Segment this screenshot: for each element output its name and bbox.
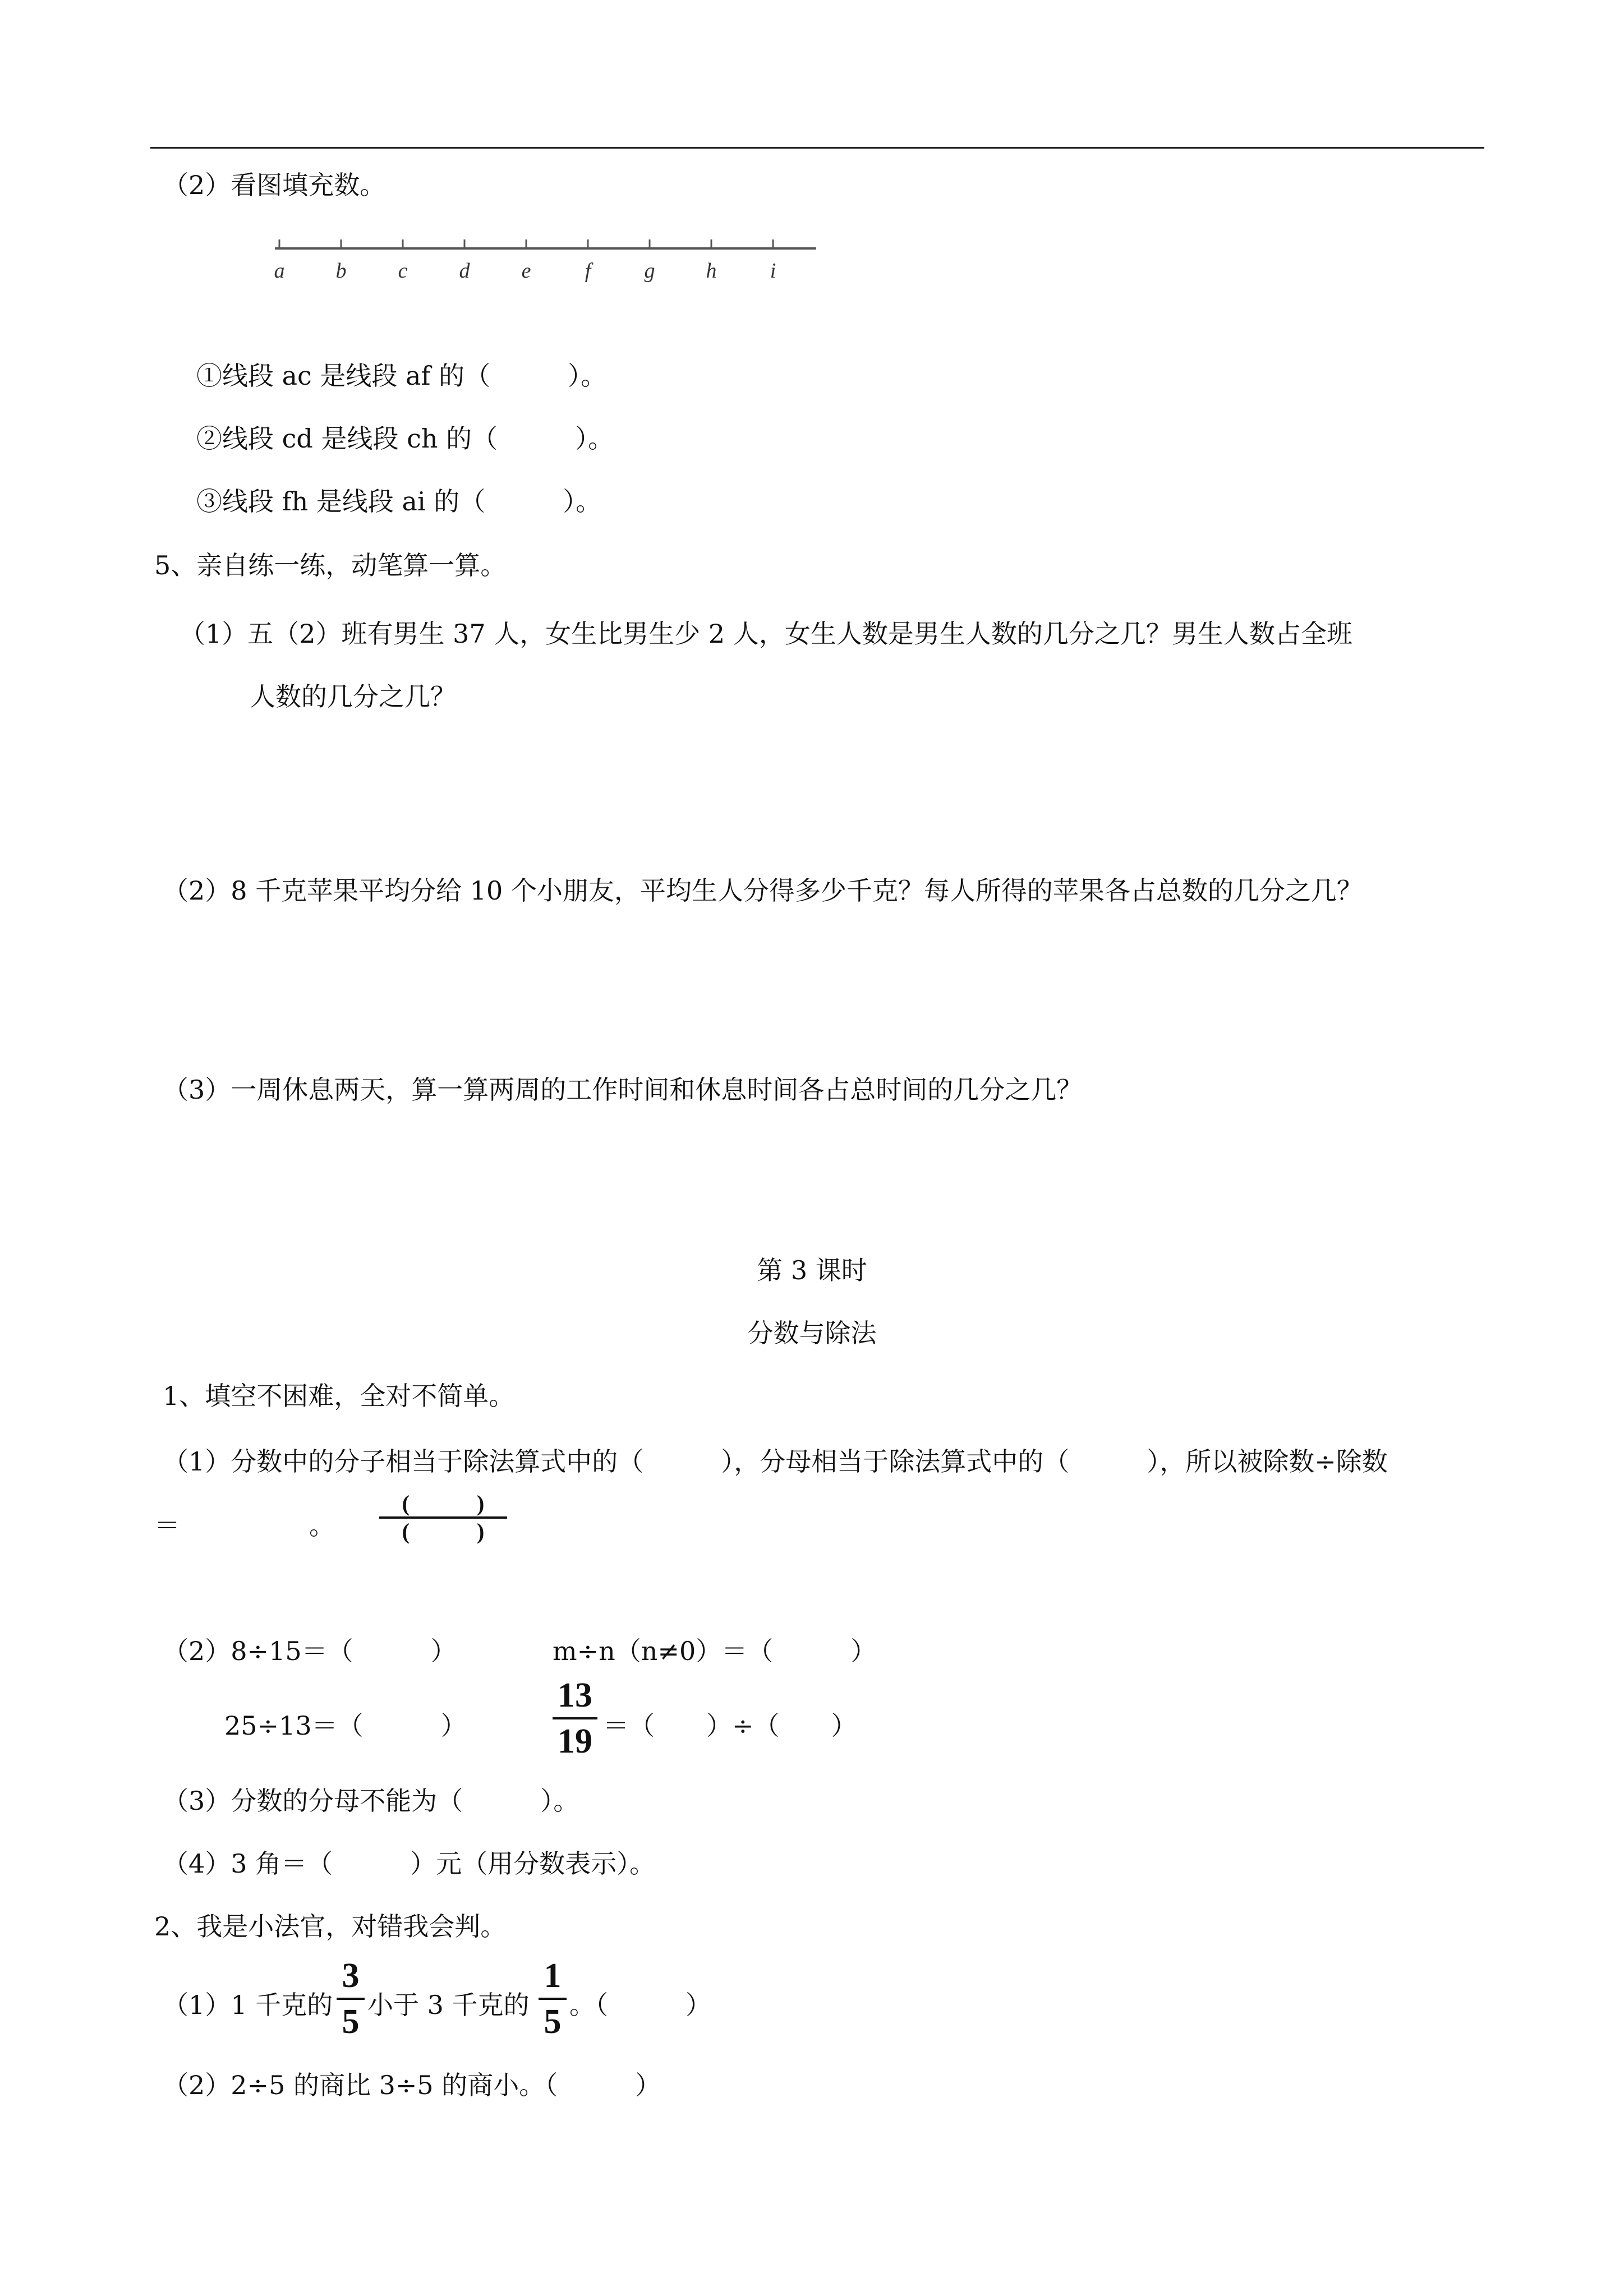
- fraction-numerator: 13: [558, 1676, 592, 1714]
- tick-label-d: d: [459, 259, 470, 283]
- number-line-figure: [269, 227, 830, 289]
- tick-label-i: i: [770, 259, 776, 283]
- lesson-title: 分数与除法: [747, 1318, 877, 1348]
- header-rule: [150, 147, 1484, 149]
- blank-fraction-bottom: ( ): [402, 1519, 485, 1544]
- s1-p1-eq: ＝ 。: [154, 1510, 335, 1541]
- s1-p1-line1: （1）分数中的分子相当于除法算式中的（ ），分母相当于除法算式中的（ ），所以被除数÷除数: [163, 1446, 1388, 1477]
- q4-2-line-1: ①线段 ac 是线段 af 的（ ）。: [196, 361, 607, 391]
- s2-p2: （2）2÷5 的商比 3÷5 的商小。（ ）: [163, 2070, 661, 2100]
- s1-p2-b: m÷n（n≠0）＝（ ）: [553, 1636, 877, 1666]
- s1-p2-c: 25÷13＝（ ）: [224, 1711, 467, 1741]
- fraction-denominator: 19: [558, 1722, 592, 1760]
- q5-p1-line2: 人数的几分之几？: [250, 681, 456, 712]
- s1-p2-d: ＝（ ）÷（ ）: [603, 1711, 857, 1741]
- q4-2-line-3: ③线段 fh 是线段 ai 的（ ）。: [196, 486, 602, 517]
- q4-2-title: （2）看图填充数。: [163, 170, 386, 200]
- fraction-numerator: 1: [544, 1957, 562, 1995]
- blank-fraction: [376, 1492, 510, 1543]
- q5-title: 5、亲自练一练，动笔算一算。: [154, 550, 507, 580]
- s1-title: 1、填空不困难，全对不简单。: [163, 1381, 515, 1411]
- fraction-3-5: [337, 1957, 365, 2040]
- tick-label-f: f: [585, 259, 591, 283]
- fraction-numerator: 3: [342, 1957, 360, 1995]
- blank-fraction-top: ( ): [402, 1491, 485, 1516]
- s2-p1-b: 小于 3 千克的: [367, 1990, 530, 2020]
- s1-p3: （3）分数的分母不能为（ ）。: [163, 1786, 579, 1816]
- tick-label-g: g: [644, 259, 655, 283]
- s2-p1-c: 。（ ）: [569, 1990, 711, 2020]
- tick-label-e: e: [521, 259, 531, 283]
- s1-p2-a: （2）8÷15＝（ ）: [163, 1636, 457, 1666]
- tick-label-b: b: [335, 259, 347, 283]
- q5-p3: （3）一周休息两天，算一算两周的工作时间和休息时间各占总时间的几分之几？: [163, 1075, 1083, 1105]
- q5-p2: （2）8 千克苹果平均分给 10 个小朋友，平均生人分得多少千克？每人所得的苹果各占总数的几分之几？: [163, 875, 1363, 906]
- fraction-1-5: [539, 1957, 567, 2040]
- s2-p1-a: （1）1 千克的: [163, 1990, 333, 2020]
- tick-label-h: h: [706, 259, 717, 283]
- tick-label-a: a: [274, 259, 285, 283]
- s1-p4: （4）3 角＝（ ）元（用分数表示）。: [163, 1848, 656, 1879]
- lesson-number: 第 3 课时: [757, 1255, 867, 1285]
- tick-label-c: c: [398, 259, 408, 283]
- fraction-denominator: 5: [544, 2003, 562, 2041]
- fraction-13-19: [553, 1677, 597, 1760]
- q5-p1-line1: （1）五（2）班有男生 37 人，女生比男生少 2 人，女生人数是男生人数的几分之几？男生人数占全班: [180, 619, 1352, 649]
- q4-2-line-2: ②线段 cd 是线段 ch 的（ ）。: [196, 423, 614, 454]
- s2-title: 2、我是小法官，对错我会判。: [154, 1911, 507, 1942]
- fraction-denominator: 5: [342, 2003, 360, 2041]
